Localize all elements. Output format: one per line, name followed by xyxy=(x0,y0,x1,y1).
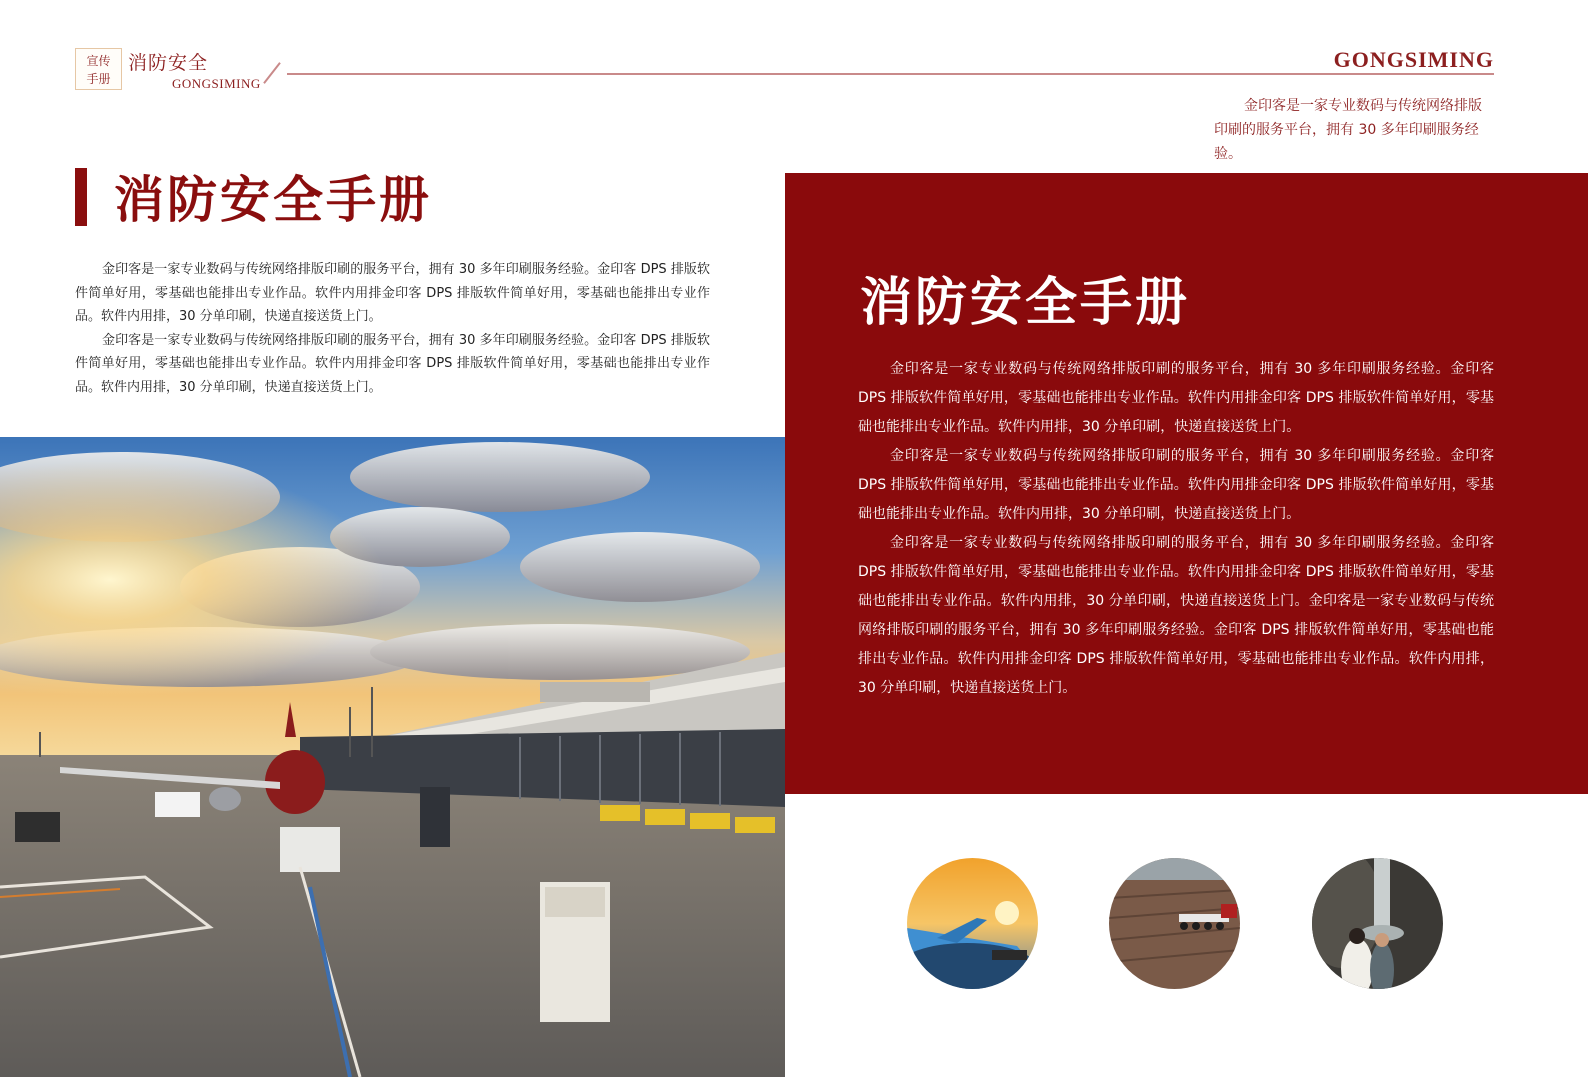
panel-body-text xyxy=(858,355,1494,703)
header-title: 消防安全 xyxy=(128,52,209,74)
farm-field-tractor-icon xyxy=(1109,858,1240,989)
brochure-tag xyxy=(75,48,122,90)
airport-sunset-photo xyxy=(0,437,785,1077)
tag-line-2: 手册 xyxy=(86,72,111,86)
waterfall-couple-icon xyxy=(1312,858,1443,989)
title-accent-bar xyxy=(75,168,87,226)
left-paragraph: 金印客是一家专业数码与传统网络排版印刷的服务平台，拥有 30 多年印刷服务经验。金印客 DPS 排版软件简单好用，零基础也能排出专业作品。软件内用排金印客 DPS 排版软件简单好用，零基础也能排出专业作品。软件内用排，30 分单印刷，快递直接送货上门。 xyxy=(75,332,710,395)
panel-title: 消防安全手册 xyxy=(860,273,1191,333)
header-note: 金印客是一家专业数码与传统网络排版印刷的服务平台，拥有 30 多年印刷服务经验。 xyxy=(1214,98,1482,162)
left-body-text xyxy=(75,258,710,399)
panel-paragraph: 金印客是一家专业数码与传统网络排版印刷的服务平台，拥有 30 多年印刷服务经验。金印客 DPS 排版软件简单好用，零基础也能排出专业作品。软件内用排金印客 DPS 排版软件简单好用，零基础也能排出专业作品。软件内用排，30 分单印刷，快递直接送货上门。 xyxy=(858,448,1494,522)
header-brand: GONGSIMING xyxy=(1333,47,1494,72)
tag-line-1: 宣传 xyxy=(86,54,111,68)
header-subtitle: GONGSIMING xyxy=(172,76,261,91)
airplane-sunset-icon xyxy=(907,858,1038,989)
page-title: 消防安全手册 xyxy=(114,171,432,229)
header-slash-divider xyxy=(263,62,281,84)
panel-paragraph: 金印客是一家专业数码与传统网络排版印刷的服务平台，拥有 30 多年印刷服务经验。金印客 DPS 排版软件简单好用，零基础也能排出专业作品。软件内用排金印客 DPS 排版软件简单好用，零基础也能排出专业作品。软件内用排，30 分单印刷，快递直接送货上门。 xyxy=(858,361,1494,435)
left-paragraph: 金印客是一家专业数码与传统网络排版印刷的服务平台，拥有 30 多年印刷服务经验。金印客 DPS 排版软件简单好用，零基础也能排出专业作品。软件内用排金印客 DPS 排版软件简单好用，零基础也能排出专业作品。软件内用排，30 分单印刷，快递直接送货上门。 xyxy=(75,262,710,324)
header-rule xyxy=(287,73,1494,75)
panel-paragraph: 金印客是一家专业数码与传统网络排版印刷的服务平台，拥有 30 多年印刷服务经验。金印客 DPS 排版软件简单好用，零基础也能排出专业作品。软件内用排金印客 DPS 排版软件简单好用，零基础也能排出专业作品。软件内用排，30 分单印刷，快递直接送货上门。金印客是一家专业数码与传统网络排版印刷的服务平台，拥有 30 多年印刷服务经验。金印客 DPS 排版软件简单好用，零基础也能排出专业作品。软件内用排金印客 DPS 排版软件简单好用，零基础也能排出专业作品。软件内用排，30 分单印刷，快递直接送货上门。 xyxy=(858,535,1494,696)
